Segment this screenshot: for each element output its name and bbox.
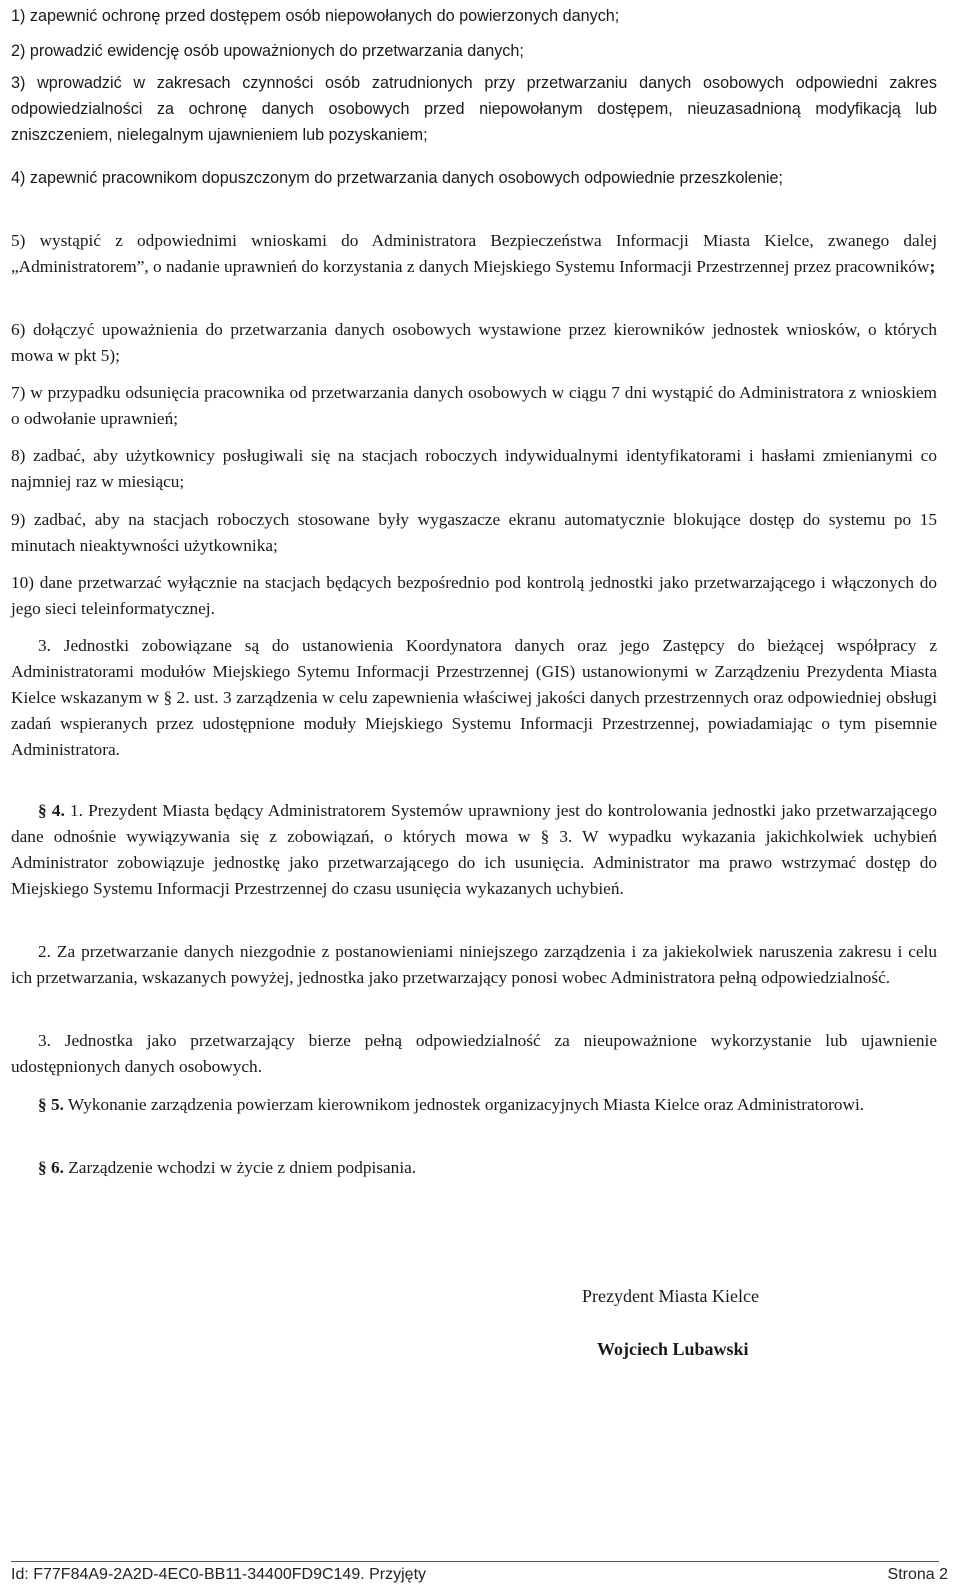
signature-name: Wojciech Lubawski — [597, 1339, 749, 1359]
footer-divider — [11, 1561, 939, 1562]
signature-title: Prezydent Miasta Kielce — [582, 1286, 759, 1306]
item-1: 1) zapewnić ochronę przed dostępem osób niepowołanych do powierzonych danych; — [11, 7, 620, 25]
item-10: 10) dane przetwarzać wyłącznie na stacjach będących bezpośrednio pod kontrolą jednostki jako przetwarzającego i włączonych do jego sieci teleinformatycznej. — [11, 573, 937, 618]
item-4: 4) zapewnić pracownikom dopuszczonym do przetwarzania danych osobowych odpowiednie przeszkolenie; — [11, 169, 784, 187]
item-9: 9) zadbać, aby na stacjach roboczych stosowane były wygaszacze ekranu automatycznie blokujące dostęp do systemu po 15 minutach nieaktywności użytkownika; — [11, 510, 937, 555]
item-5-text: 5) wystąpić z odpowiednimi wnioskami do Administratora Bezpieczeństwa Informacji Miasta Kielce, zwanego dalej „Administratorem”, o nadanie uprawnień do korzystania z danych Miejskiego Systemu Informacji Przestrzennej przez pracowników — [11, 231, 937, 276]
section-4-1 — [11, 798, 937, 902]
item-6: 6) dołączyć upoważnienia do przetwarzania danych osobowych wystawione przez kierowników jednostek wniosków, o których mowa w pkt 5); — [11, 320, 937, 365]
section-4-2: 2. Za przetwarzanie danych niezgodnie z postanowieniami niniejszego zarządzenia i za jakiekolwiek naruszenia zakresu i celu ich przetwarzania, wskazanych powyżej, jednostka jako przetwarzający ponosi wobec Administratora pełną odpowiedzialność. — [11, 942, 937, 987]
section-6-text: Zarządzenie wchodzi w życie z dniem podpisania. — [63, 1158, 417, 1177]
item-3: 3) wprowadzić w zakresach czynności osób zatrudnionych przy przetwarzaniu danych osobowych odpowiedni zakres odpowiedzialności za ochronę danych osobowych przed niepowołanym dostępem, nieuzasadnioną modyfikacją lub zniszczeniem, nielegalnym ujawnieniem lub pozyskaniem; — [11, 74, 937, 144]
footer-page-number: Strona 2 — [887, 1566, 948, 1583]
section-6-heading: § 6. — [38, 1158, 64, 1177]
section-4-3: 3. Jednostka jako przetwarzający bierze pełną odpowiedzialność za nieupoważnione wykorzystanie lub ujawnienie udostępnionych danych osobowych. — [11, 1031, 937, 1076]
item-5 — [11, 228, 937, 280]
section-4-heading: § 4. — [38, 801, 65, 820]
item-7: 7) w przypadku odsunięcia pracownika od przetwarzania danych osobowych w ciągu 7 dni wystąpić do Administratora z wnioskiem o odwołanie uprawnień; — [11, 383, 937, 428]
section-5 — [11, 1092, 937, 1118]
item-2: 2) prowadzić ewidencję osób upoważnionych do przetwarzania danych; — [11, 42, 524, 60]
item-8: 8) zadbać, aby użytkownicy posługiwali się na stacjach roboczych indywidualnymi identyfikatorami i hasłami zmienianymi co najmniej raz w miesiącu; — [11, 446, 937, 491]
section-3: 3. Jednostki zobowiązane są do ustanowienia Koordynatora danych oraz jego Zastępcy do bieżącej współpracy z Administratorami modułów Miejskiego Sytemu Informacji Przestrzennej (GIS) ustanowionymi w Zarządzeniu Prezydenta Miasta Kielce wskazanym w § 2. ust. 3 zarządzenia w celu zapewnienia właściwej jakości danych przestrzennych oraz odpowiedniej obsługi zadań wspieranych przez udostępnione moduły Miejskiego Systemu Informacji Przestrzennej, powiadamiając o tym pisemnie Administratora. — [11, 636, 937, 759]
item-5-end: ; — [929, 257, 936, 276]
section-4-1-text: 1. Prezydent Miasta będący Administratorem Systemów uprawniony jest do kontrolowania jednostki jako przetwarzającego dane odnośnie wywiązywania się z zobowiązań, o których mowa w § 3. W wypadku wykazania jakichkolwiek uchybień Administrator zobowiązuje jednostkę jako przetwarzającego do ich usunięcia. Administrator ma prawo wstrzymać dostęp do Miejskiego Systemu Informacji Przestrzennej do czasu usunięcia wykazanych uchybień. — [11, 801, 937, 898]
section-6 — [11, 1155, 937, 1181]
footer-document-id: Id: F77F84A9-2A2D-4EC0-BB11-34400FD9C149. Przyjęty — [11, 1566, 427, 1583]
section-5-text: Wykonanie zarządzenia powierzam kierownikom jednostek organizacyjnych Miasta Kielce oraz Administratorowi. — [63, 1095, 865, 1114]
section-5-heading: § 5. — [38, 1095, 64, 1114]
